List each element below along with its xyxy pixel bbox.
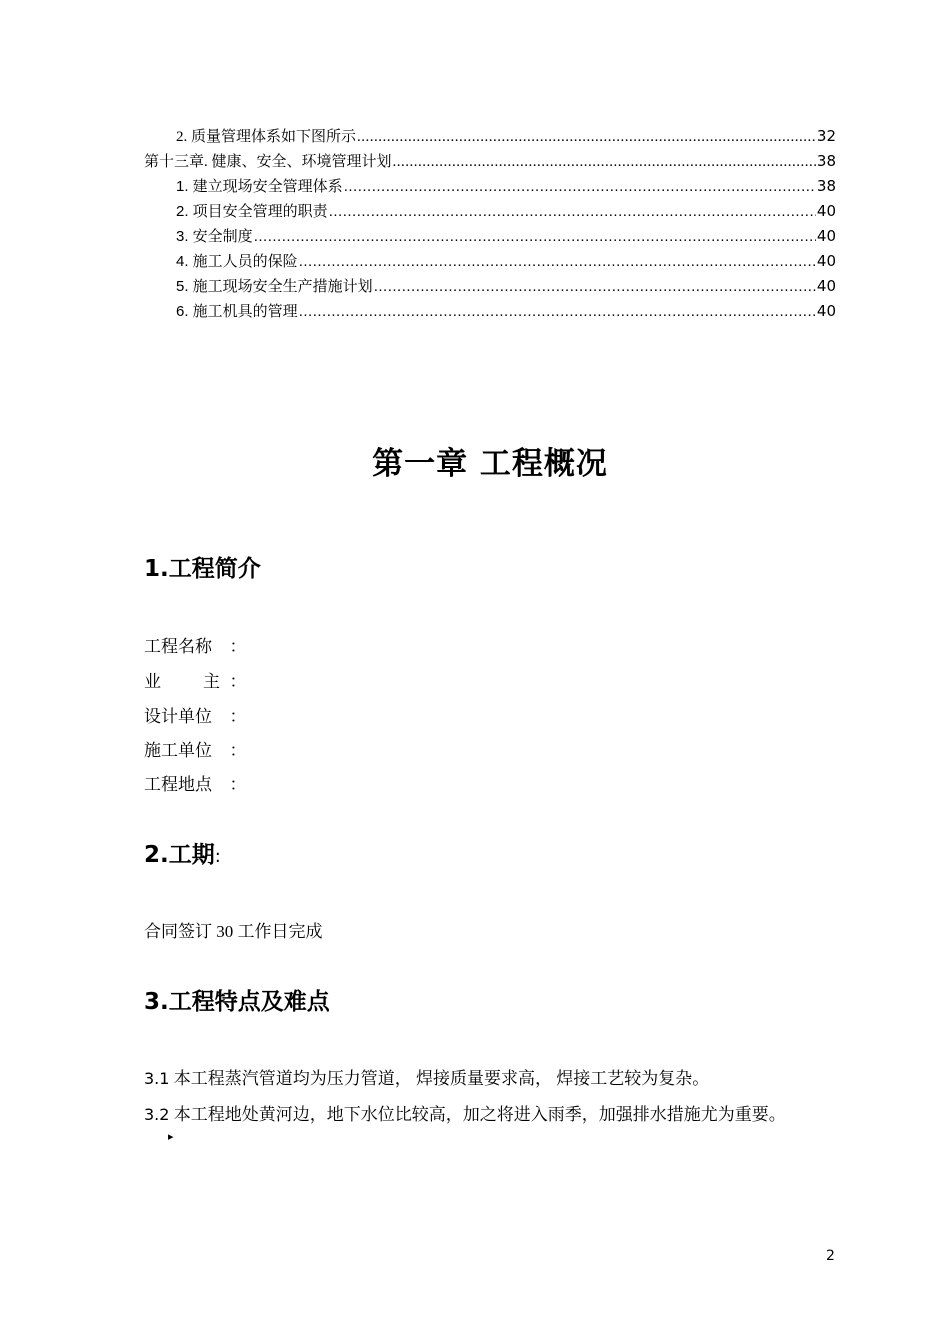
section-heading-features: 3.工程特点及难点 [144,989,330,1015]
toc-dot-leader [299,251,816,273]
toc-entry[interactable] [176,250,836,272]
section-heading-colon: : [214,846,221,867]
toc-entry-label: 5. 施工现场安全生产措施计划 [176,278,373,295]
toc-entry-page: 38 [816,177,836,195]
section-heading-schedule [144,836,221,869]
field-label-part: 业 [144,672,161,691]
toc-entry-label: 第十三章. 健康、安全、环境管理计划 [144,154,392,170]
feature-item-number: 3.2 [144,1105,170,1124]
toc-entry[interactable] [176,125,836,147]
toc-entry[interactable] [144,150,836,172]
triangle-marker-icon: ▸ [168,1130,174,1143]
field-colon: ： [229,672,247,691]
feature-item-number: 3.1 [144,1069,170,1088]
toc-entry[interactable] [176,175,836,197]
field-colon: ： [229,637,247,656]
field-colon: ： [229,741,247,760]
field-label: 设计单位 [144,707,212,726]
toc-entry-page: 40 [816,302,836,320]
field-colon: ： [229,707,247,726]
toc-dot-leader [329,201,816,223]
toc-entry-page: 32 [816,127,836,145]
section-heading-overview: 1.工程简介 [144,556,261,582]
field-design-unit [144,702,248,727]
field-label: 工程地点 [144,775,212,794]
field-colon: ： [229,775,247,794]
toc-entry[interactable] [176,275,836,297]
feature-item-text: 本工程地处黄河边，地下水位比较高，加之将进入雨季，加强排水措施尤为重要。 [169,1105,786,1124]
toc-entry-page: 38 [816,152,836,170]
field-construction-unit [144,736,248,761]
page-number: 2 [826,1248,835,1264]
field-project-name [144,632,248,657]
toc-entry-label: 4. 施工人员的保险 [176,253,298,270]
toc-entry-label: 2. 项目安全管理的职责 [176,203,328,220]
toc-entry[interactable] [176,300,836,322]
toc-dot-leader [344,176,816,198]
field-label [144,667,222,692]
toc-entry-page: 40 [816,202,836,220]
feature-item [144,1064,709,1089]
toc-entry-label: 3. 安全制度 [176,228,253,245]
schedule-text: 合同签订 30 工作日完成 [144,922,323,941]
toc-entry-label: 2. 质量管理体系如下图所示 [176,129,357,145]
field-owner [144,667,248,692]
field-label: 施工单位 [144,741,212,760]
toc-entry-page: 40 [816,227,836,245]
chapter-title: 第一章 工程概况 [372,446,608,482]
toc-dot-leader [374,276,816,298]
toc-dot-leader [254,226,816,248]
toc-entry[interactable] [176,225,836,247]
field-label-part: 主 [203,672,220,691]
toc-entry-page: 40 [816,277,836,295]
toc-dot-leader [357,126,816,148]
toc-entry-label: 6. 施工机具的管理 [176,303,298,320]
feature-item [144,1100,786,1125]
toc-dot-leader [299,301,816,323]
toc-entry-page: 40 [816,252,836,270]
field-location [144,770,248,795]
field-label: 工程名称 [144,637,212,656]
toc-entry[interactable] [176,200,836,222]
toc-dot-leader [393,151,816,173]
feature-item-text: 本工程蒸汽管道均为压力管道， 焊接质量要求高， 焊接工艺较为复杂。 [169,1069,710,1088]
toc-entry-label: 1. 建立现场安全管理体系 [176,178,343,195]
section-heading-text: 2.工期 [144,842,215,868]
